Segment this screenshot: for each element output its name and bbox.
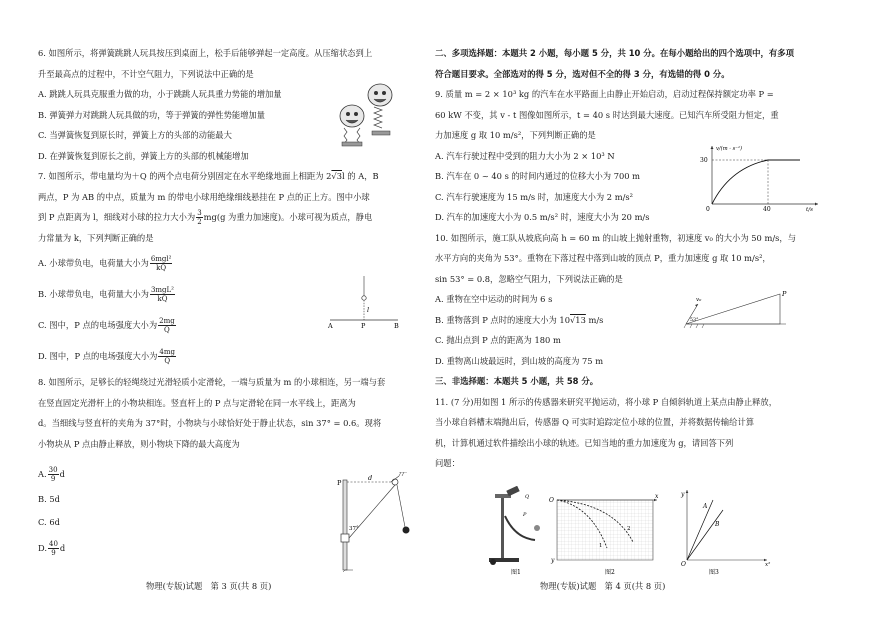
option-text: D. 图中，P 点的电场强度大小为 xyxy=(38,351,158,361)
option-letter: D. xyxy=(38,543,47,553)
toy-extended xyxy=(368,84,392,135)
q7-sqrt-value: √3 xyxy=(331,171,342,181)
label-p: P xyxy=(337,479,342,487)
page-footer-3: 物理(专版)试题 第 3 页(共 8 页) xyxy=(146,581,272,591)
option-fraction xyxy=(48,540,59,557)
right-column xyxy=(435,43,835,474)
fraction-denominator: 9 xyxy=(50,475,56,483)
sqrt-value: √13 xyxy=(570,314,586,325)
fraction-numerator: 3 xyxy=(197,209,202,217)
v0-label: v₀ xyxy=(696,297,702,303)
option-fraction xyxy=(158,348,176,365)
fraction-denominator: 2 xyxy=(197,218,202,226)
fig2-curve-2-label: 2 xyxy=(627,526,631,532)
vertical-rod xyxy=(343,480,347,570)
q6-stem-line-2: 升至最高点的过程中，不计空气阻力，下列说法中正确的是 xyxy=(38,68,254,79)
q7-option-d xyxy=(38,341,418,372)
label-p: P xyxy=(361,322,366,330)
fig1-label-q: Q xyxy=(525,494,530,500)
x-tick-40: 40 xyxy=(763,206,771,212)
charged-ball xyxy=(362,296,366,300)
fraction-denominator: Q xyxy=(164,357,171,365)
fig3-y-label: y xyxy=(681,491,685,498)
fig3-origin: O xyxy=(681,561,686,568)
sensor-head xyxy=(506,486,519,496)
q11-figure-3-yx2-graph xyxy=(675,486,775,578)
option-text: C. 图中，P 点的电场强度大小为 xyxy=(38,320,158,330)
q7-stem-text: 到 P 点距离为 l，细线对小球的拉力大小为 xyxy=(38,212,196,222)
option-fraction xyxy=(150,286,175,303)
q11-stem-line-1: 11. (7 分)用如图 1 所示的传感器来研究平抛运动，将小球 P 自倾斜轨道上某点由静止释放， xyxy=(435,396,778,407)
option-text: B. 小球带负电，电荷量大小为 xyxy=(38,289,149,299)
p-label: P xyxy=(782,290,787,298)
stand-pole xyxy=(501,494,504,558)
option-text: m/s xyxy=(585,314,604,325)
fig3-line-a-label: A xyxy=(703,503,708,510)
q9-option-b: B. 汽车在 0 ~ 40 s 的时间内通过的位移大小为 700 m xyxy=(435,171,641,181)
y-tick-30: 30 xyxy=(700,157,708,164)
option-letter: A. xyxy=(38,469,47,479)
q9-option-a: A. 汽车行驶过程中受到的阻力大小为 2 × 10³ N xyxy=(435,150,615,161)
fig3-line-b-label: B xyxy=(715,521,720,528)
q9-stem-line-1: 9. 质量 m = 2 × 10³ kg 的汽车在水平路面上由静止开始启动，启动过程保持额定功率 P = xyxy=(435,89,774,99)
q6-option-c: C. 当弹簧恢复到原长时，弹簧上方的头部的动能最大 xyxy=(38,130,232,140)
question-11 xyxy=(435,392,835,474)
line-a xyxy=(687,500,713,560)
fraction-numerator: 30 xyxy=(48,466,58,474)
q7-stem-text: 7. 如图所示，带电量均为＋Q 的两个点电荷分别固定在水平绝缘地面上相距为 2 xyxy=(38,171,332,181)
exam-page-4 xyxy=(435,0,870,630)
q10-stem-line-1: 10. 如图所示，施工队从坡底向高 h = 60 m 的山坡上抛射重物，初速度 v₀ 的大小为 50 m/s，与 xyxy=(435,232,796,243)
option-fraction xyxy=(150,255,173,272)
fig2-curve-1-label: 1 xyxy=(599,543,603,549)
q8-option-c: C. 6d xyxy=(38,517,60,527)
slider-block xyxy=(341,534,349,542)
q7-stem-text: mg(g 为重力加速度)。小球可视为质点，静电 xyxy=(203,212,373,222)
q7-stem-line-2: 两点，P 为 AB 的中点，质量为 m 的带电小球用绝缘细线悬挂在 P 点的正上方。图中小球 xyxy=(38,191,370,202)
fraction-numerator: 2mg xyxy=(159,317,175,325)
label-angle: 37° xyxy=(349,526,359,532)
label-l: l xyxy=(367,306,370,314)
option-text: d xyxy=(59,543,66,553)
ball-p xyxy=(490,559,496,565)
q6-option-d: D. 在弹簧恢复到原长之前，弹簧上方的头部的机械能增加 xyxy=(38,150,249,161)
q10-slope-figure xyxy=(680,288,830,330)
angle-label: 53° xyxy=(690,318,699,323)
x-axis-label: t/s xyxy=(806,207,813,212)
q7-charge-figure xyxy=(320,272,410,332)
q8-pulley-figure xyxy=(335,472,415,572)
q7-fraction xyxy=(196,209,202,226)
q7-stem-text: l 的 A，B xyxy=(342,171,379,181)
q7-stem-line-3 xyxy=(38,207,418,228)
line-b xyxy=(687,510,723,560)
q9-stem-line-3: 力加速度 g 取 10 m/s²，下列判断正确的是 xyxy=(435,130,596,140)
origin-label: 0 xyxy=(706,206,710,212)
option-fraction xyxy=(48,466,59,483)
fraction-denominator: kQ xyxy=(156,264,167,272)
fraction-numerator: 40 xyxy=(49,540,58,548)
option-fraction xyxy=(158,317,176,334)
label-a: A xyxy=(328,322,333,330)
option-text: B. 重物落到 P 点时的速度大小为 10 xyxy=(435,314,570,325)
fig1-caption: 图1 xyxy=(511,569,521,576)
q7-stem-line-1 xyxy=(38,166,418,187)
q8-option-b: B. 5d xyxy=(38,494,60,504)
fraction-denominator: kQ xyxy=(157,295,168,303)
q11-stem-line-2: 当小球自斜槽末端抛出后，传感器 Q 可实时追踪定位小球的位置，并将数据传输给计算 xyxy=(435,417,755,427)
q7-stem-line-4: 力常量为 k，下列判断正确的是 xyxy=(38,232,154,243)
q11-figure-2-trajectory xyxy=(547,492,667,578)
q10-stem-line-3: sin 53° = 0.8，忽略空气阻力，下列说法正确的是 xyxy=(435,273,623,284)
y-axis-label: v/(m · s⁻¹) xyxy=(716,146,743,152)
q11-stem-line-3: 机，计算机通过软件描绘出小球的轨迹。已知当地的重力加速度为 g，请回答下列 xyxy=(435,437,734,448)
q6-option-a: A. 跳跳人玩具克服重力做的功，小于跳跳人玩具重力势能的增加量 xyxy=(38,89,282,99)
option-text: d xyxy=(59,469,65,479)
q10-option-d: D. 重物离山坡最远时，到山坡的高度为 75 m xyxy=(435,355,604,366)
sensor-q xyxy=(534,525,540,531)
q6-stem-line-1: 6. 如图所示，将弹簧跳跳人玩具按压到桌面上，松手后能够弹起一定高度。从压缩状态到上 xyxy=(38,48,373,58)
ball-mass xyxy=(403,527,410,534)
section-2-line-1: 二、多项选择题：本题共 2 小题，每小题 5 分，共 10 分。在每小题给出的四个选项中，有多项 xyxy=(435,48,795,58)
fig2-x-label: x xyxy=(655,493,659,500)
q9-vt-graph xyxy=(700,142,825,212)
grid-area xyxy=(557,500,653,560)
fig3-x-label: x² xyxy=(765,562,771,568)
fraction-numerator: 6mgl² xyxy=(150,255,172,263)
inclined-track xyxy=(505,516,535,540)
fig2-caption: 图2 xyxy=(605,569,615,576)
q8-stem-line-4: 小物块从 P 点由静止释放，则小物块下降的最大高度为 xyxy=(38,438,240,449)
q8-stem-line-2: 在竖直固定光滑杆上的小物块相连。竖直杆上的 P 点与定滑轮在同一水平线上，距离为 xyxy=(38,397,356,408)
section-3-header: 三、非选择题：本题共 5 小题，共 58 分。 xyxy=(435,376,599,386)
q8-stem-line-1: 8. 如图所示，足够长的轻绳绕过光滑轻质小定滑轮，一端与质量为 m 的小球相连，另一端与套 xyxy=(38,377,386,387)
velocity-curve xyxy=(712,160,800,204)
section-2-header xyxy=(435,43,835,84)
q10-option-a: A. 重物在空中运动的时间为 6 s xyxy=(435,294,553,304)
question-7 xyxy=(38,166,418,372)
q6-spring-toy-figure xyxy=(330,80,410,150)
q11-stem-line-4: 问题： xyxy=(435,458,460,468)
toy-compressed xyxy=(340,105,364,146)
fraction-denominator: 9 xyxy=(51,549,56,557)
fig2-y-label: y xyxy=(551,557,555,564)
fraction-numerator: 3mgL² xyxy=(150,286,174,294)
pulley xyxy=(392,479,398,485)
fig3-caption: 图3 xyxy=(709,569,719,576)
q9-option-d: D. 汽车的加速度大小为 0.5 m/s² 时，速度大小为 20 m/s xyxy=(435,212,650,222)
label-d: d xyxy=(368,474,373,482)
q8-stem-line-3: d。当细线与竖直杆的夹角为 37°时，小物块与小球恰好处于静止状态，sin 37° = 0.6。现将 xyxy=(38,418,382,428)
q10-stem-line-2: 水平方向的夹角为 53°。重物在下落过程中落到山坡的顶点 P，重力加速度 g 取 10 m/s²， xyxy=(435,253,771,263)
fraction-denominator: Q xyxy=(164,326,170,334)
label-b: B xyxy=(394,322,399,330)
q9-stem-line-2: 60 kW 不变，其 v - t 图像如图所示，t = 40 s 时达到最大速度。已知汽车所受阻力恒定，重 xyxy=(435,109,779,120)
q9-option-c: C. 汽车行驶速度为 15 m/s 时，加速度大小为 2 m/s² xyxy=(435,191,633,202)
section-2-line-2: 符合题目要求。全部选对的得 5 分，选对但不全的得 3 分，有选错的得 0 分。 xyxy=(435,68,730,79)
q10-option-c: C. 抛出点到 P 点的距离为 180 m xyxy=(435,335,561,345)
fraction-numerator: 4mg xyxy=(159,348,175,356)
q6-option-b: B. 弹簧弹力对跳跳人玩具做的功，等于弹簧的弹性势能增加量 xyxy=(38,109,266,120)
option-text: A. 小球带负电，电荷量大小为 xyxy=(38,258,149,268)
fig1-label-p: P xyxy=(523,512,527,518)
fig2-origin: O xyxy=(549,497,554,504)
page-footer-4: 物理(专版)试题 第 4 页(共 8 页) xyxy=(540,581,666,591)
